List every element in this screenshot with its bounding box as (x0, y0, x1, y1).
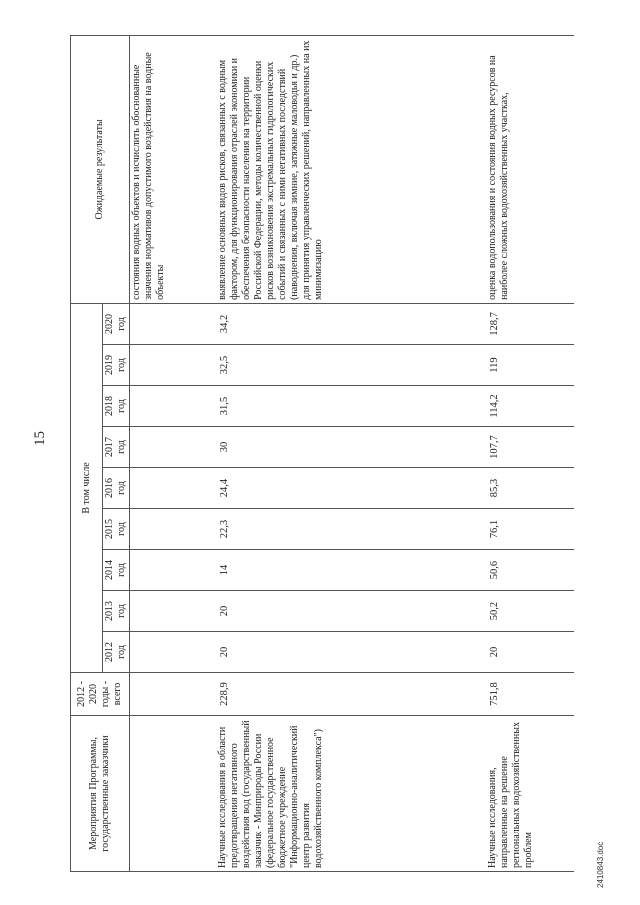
year-value-cell (130, 468, 216, 509)
year-value-cell (130, 345, 216, 386)
year-value-cell (130, 509, 216, 550)
year-value-cell: 31,5 (216, 386, 486, 427)
result-cell: оценка водопользования и состояния водных ресурсов на наиболее сложных водохозяйственных участках, (486, 35, 574, 303)
year-value-cell: 24,4 (216, 468, 486, 509)
year-header: 2020 год (103, 303, 130, 344)
year-value-cell: 20 (486, 632, 574, 673)
table-row (216, 35, 486, 871)
table-row (130, 35, 216, 871)
year-header: 2018 год (103, 386, 130, 427)
year-header: 2019 год (103, 345, 130, 386)
year-value-cell (130, 427, 216, 468)
year-value-cell: 34,2 (216, 303, 486, 344)
year-value-cell: 20 (216, 591, 486, 632)
year-value-cell: 14 (216, 550, 486, 591)
year-value-cell (130, 632, 216, 673)
result-cell: выявление основных видов рисков, связанных с водным фактором, для функционирования отраслей экономики и обеспечения безопасности населения на территории Российской Федерации, методы количественной оценки рисков возникновения экстремальных гидрологических событий и связанных с ними негативных последствий (наводнения, включая зимние, затяжные маловодья и др.) для принятия управленческих решений, направленных на их минимизацию (216, 35, 486, 303)
year-value-cell (130, 550, 216, 591)
year-value-cell: 30 (216, 427, 486, 468)
results-column-header: Ожидаемые результаты (71, 35, 130, 303)
measure-cell: Научные исследования в области предотвращения негативного воздействия вод (государственный заказчик - Минприроды России (федеральное государственное бюджетное учреждение "Информационно-аналитический центр развития водохозяйственного комплекса") (216, 716, 486, 872)
table-row (486, 35, 574, 871)
year-value-cell: 22,3 (216, 509, 486, 550)
measures-column-header: Мероприятия Программы, государственные заказчики (71, 716, 130, 872)
result-cell: состояния водных объектов и исчислить обоснованные значения нормативов допустимого воздействия на водные объекты (130, 35, 216, 303)
year-value-cell (130, 591, 216, 632)
year-header: 2017 год (103, 427, 130, 468)
year-header: 2013 год (103, 591, 130, 632)
rotated-table-container (70, 36, 570, 872)
page-number: 15 (32, 431, 48, 446)
year-value-cell (130, 303, 216, 344)
measure-cell: Научные исследования, направленные на решение региональных водохозяйственных проблем (486, 716, 574, 872)
year-value-cell: 76,1 (486, 509, 574, 550)
year-value-cell: 32,5 (216, 345, 486, 386)
year-value-cell: 107,7 (486, 427, 574, 468)
year-value-cell (130, 386, 216, 427)
year-value-cell: 114,2 (486, 386, 574, 427)
year-value-cell: 128,7 (486, 303, 574, 344)
total-cell (130, 673, 216, 716)
year-header: 2014 год (103, 550, 130, 591)
year-value-cell: 50,6 (486, 550, 574, 591)
year-value-cell: 119 (486, 345, 574, 386)
year-header: 2015 год (103, 509, 130, 550)
year-value-cell: 50,2 (486, 591, 574, 632)
year-header: 2012 год (103, 632, 130, 673)
program-table (70, 35, 574, 872)
total-cell: 751,8 (486, 673, 574, 716)
year-value-cell: 85,3 (486, 468, 574, 509)
measure-cell (130, 716, 216, 872)
total-cell: 228,9 (216, 673, 486, 716)
year-value-cell: 20 (216, 632, 486, 673)
year-header: 2016 год (103, 468, 130, 509)
total-column-header: 2012 - 2020 годы - всего (71, 673, 130, 716)
in-total-header: В том числе (71, 303, 103, 672)
table-header (71, 35, 130, 871)
document-id: 2410843.doc (596, 841, 605, 888)
